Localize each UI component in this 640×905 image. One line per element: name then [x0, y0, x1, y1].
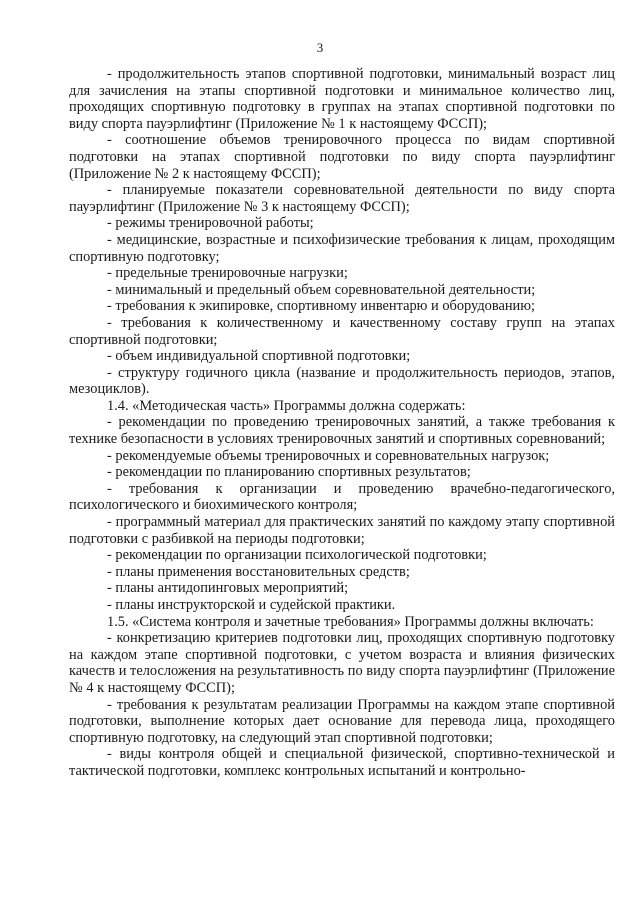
paragraph: - планы применения восстановительных средств; — [107, 563, 410, 580]
paragraph: - структуру годичного цикла (название и продолжительность периодов, этапов, мезоциклов). — [69, 364, 615, 398]
paragraph: 1.5. «Система контроля и зачетные требования» Программы должны включать: — [107, 613, 594, 630]
paragraph: - планируемые показатели соревновательной деятельности по виду спорта пауэрлифтинг (Приложение № 3 к настоящему ФССП); — [69, 182, 615, 215]
paragraph: 1.4. «Методическая часть» Программы должна содержать: — [107, 397, 466, 414]
paragraph: - объем индивидуальной спортивной подготовки; — [107, 348, 411, 365]
paragraph: - соотношение объемов тренировочного процесса по видам спортивной подготовки на этапах спортивной подготовки по виду спорта пауэрлифтинг (Приложение № 2 к настоящему ФССП); — [69, 132, 615, 182]
paragraph: - продолжительность этапов спортивной подготовки, минимальный возраст лиц для зачисления на этапы спортивной подготовки и минимальное количество лиц, проходящих спортивную подготовку в группах на этапах спортивной подготовки по виду спорта пауэрлифтинг (Приложение № 1 к настоящему ФССП); — [69, 66, 615, 132]
paragraph: - планы антидопинговых мероприятий; — [107, 580, 349, 597]
paragraph: - требования к результатам реализации Программы на каждом этапе спортивной подготовки, выполнение которых дает основание для перевода лица, проходящего спортивную подготовку, на следующий этап спортивной подготовки; — [69, 696, 615, 746]
paragraph: - планы инструкторской и судейской практики. — [107, 597, 396, 613]
paragraph: - требования к экипировке, спортивному инвентарю и оборудованию; — [107, 298, 535, 315]
paragraph: - минимальный и предельный объем соревновательной деятельности; — [107, 281, 536, 298]
paragraph: - программный материал для практических занятий по каждому этапу спортивной подготовки с разбивкой на периоды подготовки; — [69, 514, 615, 547]
paragraph: - рекомендации по проведению тренировочных занятий, а также требования к технике безопасности в условиях тренировочных занятий и спортивных соревнований; — [69, 414, 615, 448]
paragraph: - требования к организации и проведению врачебно-педагогического, психологического и биохимического контроля; — [69, 480, 615, 514]
document-body — [69, 66, 615, 780]
paragraph: - предельные тренировочные нагрузки; — [107, 265, 348, 282]
paragraph: - рекомендации по планированию спортивных результатов; — [107, 464, 471, 481]
paragraph: - рекомендации по организации психологической подготовки; — [107, 547, 487, 564]
paragraph: - рекомендуемые объемы тренировочных и соревновательных нагрузок; — [107, 447, 550, 464]
paragraph: - требования к количественному и качественному составу групп на этапах спортивной подготовки; — [69, 314, 615, 348]
paragraph: - конкретизацию критериев подготовки лиц, проходящих спортивную подготовку на каждом этапе спортивной подготовки, с учетом возраста и влияния физических качеств и телосложения на результативность по виду спорта пауэрлифтинг (Приложение № 4 к настоящему ФССП); — [69, 630, 615, 696]
page-number: 3 — [316, 40, 324, 55]
paragraph: - медицинские, возрастные и психофизические требования к лицам, проходящим спортивную подготовку; — [69, 231, 615, 265]
paragraph: - режимы тренировочной работы; — [107, 215, 314, 232]
paragraph: - виды контроля общей и специальной физической, спортивно-технической и тактической подготовки, комплекс контрольных испытаний и контрольно- — [69, 746, 615, 779]
